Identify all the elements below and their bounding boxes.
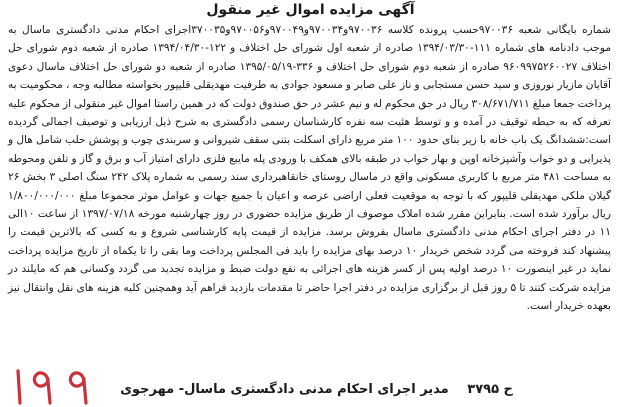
auction-notice [4,0,617,405]
notice-code: ح ۳۷۹۵ [467,382,513,397]
handwritten-number-icon [6,365,108,407]
notice-title: آگهی مزایده اموال غیر منقول [206,2,415,18]
notice-footer [64,381,569,399]
notice-signature: مدیر اجرای احکام مدنی دادگستری ماسال- مهرجوی [120,382,449,397]
notice-body: شماره بایگانی شعبه ۹۷۰۰۳۶حسب پرونده کلاسه ۹۷۰۰۳۶و۹۷۰۰۳۴و۹۷۰۰۴۹و۹۷۰۰۵۶و۳۷۰۰۳۵اجرای احکام مدنی دادگستری ماسال به موجب دادنامه های شماره ۱۱۱-۱۳۹۴/۰۳/۳۰ صادره از شعبه اول شورای حل اختلاف و ۱۲۲-۱۳۹۴/۰۴/۳۰ صادره از شعبه دوم شورای حل اختلاف ۹۶۰۹۹۷۵۲۶۰۰۲۷ صادره از شعبه دوم شورای حل اختلاف و ۳۳۶-۱۳۹۵/۰۵/۱۹ صادره از شعبه دو شورای حل اختلاف ماسال دعوی آقایان مازیار نوروزی و سید حسن مستجابی و ناز علی صابر و مسعود جوادی به طرفیت مهدیقلی قلیپور بخواسته مطالبه وجه ، محکومیت به پرداخت جمعا مبلغ ۳۰۸/۶۷۱/۷۱۱ ریال در حق محکوم له و نیم عشر در حق صندوق دولت که در همین راستا اموال غیر منقولی از محکوم علیه تعرفه که به حیطه توقیف در آمده و و توسط هئیت سه نفره کارشناسان رسمی دادگستری به شرح ذیل ارزیابی و توصیف اجمالی گردیده است:ششدانگ یک باب خانه با زیر بنای حدود ۱۰۰ متر مربع دارای اسکلت بتنی سقف شیروانی و سربندی چوب و پوشش حلب شامل هال و پذیرایی و دو خواب وآشپزخانه اوپن و بهار خواب در طبقه بالای همکف با ورودی پله مایبع فلزی دارای امتیاز آب و برق و گاز و تلفن ومحوطه به مساحت ۴۸۱ متر مربع با کاربری مسکونی واقع در ماسال روستای خانقاهبرداری سند رسمی به شماره پلاک ۲۴۲ سنگ اصلی ۳ بخش ۲۶ گیلان ملکی مهدیقلی قلیپور که با توجه به موقعیت فعلی اراضی عرصه و اعیان با جمیع جهات و عوامل موثر مجموعا مبلغ ۱/۸۰۰/۰۰۰/۰۰۰ ریال برآورد شده است. بنابراین مقرر شده املاک موصوف از طریق مزایده حضوری در روز چهارشنبه مورخه ۱۳۹۷/۰۷/۱۸ از ساعت ۱۰الی ۱۱ در دفتر اجرای احکام مدنی دادگستری ماسال بفروش برسد. مزایده از قیمت پایه کارشناسی شروع و به کسی که بالاترین قیمت را پیشنهاد کند فروخته می گردد شخص خریدار ۱۰ درصد بهای مزایده را باید فی المجلس پرداخت وما بقی را تا یکماه از تاریخ مزایده پرداخت نماید در غیر اینصورت ۱۰ درصد اولیه پس از کسر هزینه های اجرائی به نفع دولت ضبط و مزایده تجدید می گردد وکسانی هم که مایلند در مزایده شرکت کنند تا ۵ روز قبل از برگزاری مزایده در دفتر اجرا حاضر تا مقدمات بازدید فراهم آید وهمچنین کلیه هزینه های نقل وانتقال نیز بعهده خریدار است. [8,24,612,313]
handwritten-stamp [6,365,108,407]
